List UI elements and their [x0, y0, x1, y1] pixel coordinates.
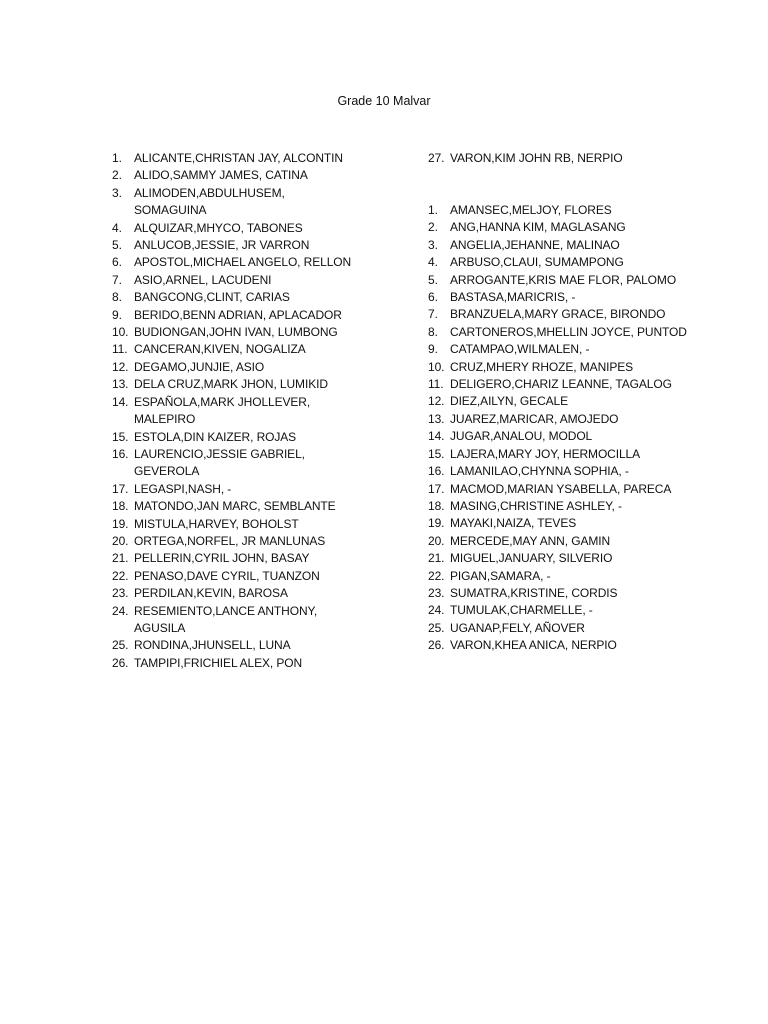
item-number: 14.: [428, 429, 445, 444]
item-number: 19.: [112, 516, 129, 531]
student-name: MAYAKI,NAIZA, TEVES: [450, 516, 577, 531]
student-name: ORTEGA,NORFEL, JR MANLUNAS: [134, 533, 326, 548]
student-name: MACMOD,MARIAN YSABELLA, PARECA: [450, 481, 672, 496]
list-item: [112, 637, 367, 654]
student-name: VARON,KIM JOHN RB, NERPIO: [450, 151, 623, 165]
item-number: 8.: [428, 324, 438, 339]
item-number: 2.: [112, 168, 122, 183]
list-item: [428, 515, 728, 532]
item-number: 9.: [428, 342, 438, 357]
list-item: [428, 289, 728, 306]
item-number: 20.: [428, 533, 445, 548]
list-item: [428, 306, 728, 323]
list-item: [112, 533, 367, 550]
student-name: LAURENCIO,JESSIE GABRIEL, GEVEROLA: [134, 446, 305, 479]
student-name: VARON,KHEA ANICA, NERPIO: [450, 638, 617, 653]
item-number: 25.: [428, 620, 445, 635]
list-item: [112, 307, 367, 324]
item-number: 18.: [428, 498, 445, 513]
item-number: 24.: [112, 603, 129, 618]
list-item: [112, 324, 367, 341]
item-number: 6.: [428, 290, 438, 305]
item-number: 12.: [428, 394, 445, 409]
student-name: CRUZ,MHERY RHOZE, MANIPES: [450, 359, 634, 374]
item-number: 3.: [112, 185, 122, 200]
student-name: MIGUEL,JANUARY, SILVERIO: [450, 551, 613, 566]
list-item: [428, 602, 728, 619]
list-item: [112, 498, 367, 515]
student-name: PELLERIN,CYRIL JOHN, BASAY: [134, 551, 310, 566]
student-name: ANGELIA,JEHANNE, MALINAO: [450, 237, 620, 252]
student-name: ESPAÑOLA,MARK JHOLLEVER,: [134, 394, 311, 409]
student-name: BASTASA,MARICRIS, -: [450, 290, 576, 305]
list-item: [112, 481, 367, 498]
list-item: [428, 446, 728, 463]
item-number: 18.: [112, 499, 129, 514]
item-number: 22.: [428, 568, 445, 583]
item-number: 19.: [428, 516, 445, 531]
page-title: Grade 10 Malvar: [337, 94, 431, 108]
student-name: MERCEDE,MAY ANN, GAMIN: [450, 533, 611, 548]
item-number: 22.: [112, 568, 129, 583]
list-item: [112, 220, 367, 237]
student-name: PENASO,DAVE CYRIL, TUANZON: [134, 568, 320, 583]
student-name: PERDILAN,KEVIN, BAROSA: [134, 586, 288, 601]
list-item: [112, 289, 367, 306]
list-item: [428, 237, 728, 254]
student-name: ARBUSO,CLAUI, SUMAMPONG: [450, 255, 624, 270]
student-name: ANLUCOB,JESSIE, JR VARRON: [134, 238, 310, 253]
student-name: MATONDO,JAN MARC, SEMBLANTE: [134, 499, 336, 514]
item-number: 11.: [112, 342, 128, 357]
student-name: JUAREZ,MARICAR, AMOJEDO: [450, 411, 619, 426]
item-number: 11.: [428, 377, 444, 392]
item-number: 13.: [112, 377, 129, 392]
list-item: [112, 341, 367, 358]
item-number: 16.: [112, 446, 129, 461]
list-item: [428, 272, 728, 289]
item-number: 4.: [112, 220, 122, 235]
list-item: [428, 341, 728, 358]
list-item: [428, 481, 728, 498]
item-number: 15.: [112, 429, 129, 444]
list-item: [112, 272, 367, 289]
student-name: ALIDO,SAMMY JAMES, CATINA: [134, 168, 308, 183]
list-item: [428, 393, 728, 410]
item-number: 9.: [112, 307, 122, 322]
item-number: 8.: [112, 290, 122, 305]
list-item: [112, 585, 367, 602]
list-item: [112, 185, 367, 220]
list-item: [428, 202, 728, 219]
student-name: CARTONEROS,MHELLIN JOYCE, PUNTOD: [450, 324, 687, 339]
list-item: [428, 463, 728, 480]
item-number: 1.: [428, 203, 438, 217]
student-name: LAJERA,MARY JOY, HERMOCILLA: [450, 446, 641, 461]
item-number: 20.: [112, 533, 129, 548]
item-number: 23.: [428, 585, 445, 600]
list-item: [112, 516, 367, 533]
list-item: [112, 150, 367, 167]
item-number: 10.: [428, 359, 445, 374]
student-name: APOSTOL,MICHAEL ANGELO, RELLON: [134, 255, 352, 270]
list-item: [112, 429, 367, 446]
item-number: 15.: [428, 446, 445, 461]
list-item: [428, 411, 728, 428]
student-name: ALQUIZAR,MHYCO, TABONES: [134, 220, 303, 235]
item-number: 5.: [428, 272, 438, 287]
student-name: ALICANTE,CHRISTAN JAY, ALCONTIN: [134, 151, 343, 165]
item-number: 17.: [112, 481, 129, 496]
student-name: MASING,CHRISTINE ASHLEY, -: [450, 498, 622, 513]
list-item: [428, 585, 728, 602]
list-item: [112, 254, 367, 271]
list-item: [112, 167, 367, 184]
student-name: ASIO,ARNEL, LACUDENI: [134, 272, 272, 287]
list-item: [428, 150, 728, 167]
list-item: [428, 359, 728, 376]
list-item: [112, 603, 367, 638]
student-name: RONDINA,JHUNSELL, LUNA: [134, 638, 291, 653]
item-number: 10.: [112, 325, 129, 340]
student-name: CATAMPAO,WILMALEN, -: [450, 342, 590, 357]
list-item: [428, 428, 728, 445]
student-name: SUMATRA,KRISTINE, CORDIS: [450, 585, 618, 600]
list-item: [428, 219, 728, 236]
list-item: [112, 446, 367, 481]
item-number: 21.: [112, 551, 129, 566]
list-item: [428, 254, 728, 271]
list-item: [428, 324, 728, 341]
item-number: 6.: [112, 255, 122, 270]
student-name: TUMULAK,CHARMELLE, -: [450, 603, 593, 618]
list-item: [428, 620, 728, 637]
student-name: DEGAMO,JUNJIE, ASIO: [134, 359, 265, 374]
list-item: [428, 498, 728, 515]
item-number: 26.: [112, 655, 129, 670]
item-number: 4.: [428, 255, 438, 270]
student-name: RESEMIENTO,LANCE ANTHONY,: [134, 603, 318, 618]
list-item: [112, 237, 367, 254]
item-number: 13.: [428, 411, 445, 426]
student-name: UGANAP,FELY, AÑOVER: [450, 620, 585, 635]
list-item: [112, 655, 367, 672]
list-item: [428, 533, 728, 550]
list-item: [112, 394, 367, 429]
student-name: BERIDO,BENN ADRIAN, APLACADOR: [134, 307, 342, 322]
list-item: [112, 359, 367, 376]
student-name: CANCERAN,KIVEN, NOGALIZA: [134, 342, 306, 357]
item-number: 1.: [112, 151, 122, 165]
student-name: BANGCONG,CLINT, CARIAS: [134, 290, 290, 305]
item-number: 23.: [112, 586, 129, 601]
student-name-continued: AGUSILA: [134, 620, 186, 635]
student-name: AMANSEC,MELJOY, FLORES: [450, 203, 612, 217]
item-number: 17.: [428, 481, 445, 496]
boys-list-continued: [428, 150, 728, 167]
list-item: [428, 376, 728, 393]
list-item: [428, 637, 728, 654]
student-name: ESTOLA,DIN KAIZER, ROJAS: [134, 429, 297, 444]
student-name: ANG,HANNA KIM, MAGLASANG: [450, 220, 626, 235]
list-item: [428, 568, 728, 585]
student-name: TAMPIPI,FRICHIEL ALEX, PON: [134, 655, 303, 670]
item-number: 24.: [428, 603, 445, 618]
item-number: 12.: [112, 359, 129, 374]
student-name: BRANZUELA,MARY GRACE, BIRONDO: [450, 307, 666, 322]
item-number: 16.: [428, 464, 445, 479]
list-item: [428, 550, 728, 567]
student-name: DIEZ,AILYN, GECALE: [450, 394, 569, 409]
item-number: 7.: [112, 272, 122, 287]
item-number: 27.: [428, 151, 445, 165]
list-item: [112, 376, 367, 393]
student-name: LEGASPI,NASH, -: [134, 481, 232, 496]
item-number: 26.: [428, 638, 445, 653]
student-name: MISTULA,HARVEY, BOHOLST: [134, 516, 299, 531]
item-number: 7.: [428, 307, 438, 322]
item-number: 2.: [428, 220, 438, 235]
student-name: DELIGERO,CHARIZ LEANNE, TAGALOG: [450, 377, 672, 392]
item-number: 25.: [112, 638, 129, 653]
student-name-continued: MALEPIRO: [134, 412, 196, 427]
item-number: 3.: [428, 237, 438, 252]
student-name: JUGAR,ANALOU, MODOL: [450, 429, 593, 444]
student-name: BUDIONGAN,JOHN IVAN, LUMBONG: [134, 325, 338, 340]
item-number: 21.: [428, 551, 445, 566]
student-name: LAMANILAO,CHYNNA SOPHIA, -: [450, 464, 629, 479]
student-name-continued: SOMAGUINA: [134, 203, 207, 218]
boys-list: [112, 150, 367, 672]
student-name: DELA CRUZ,MARK JHON, LUMIKID: [134, 377, 328, 392]
student-name: ALIMODEN,ABDULHUSEM,: [134, 185, 285, 200]
student-name: PIGAN,SAMARA, -: [450, 568, 551, 583]
girls-list: [428, 202, 728, 655]
student-name: ARROGANTE,KRIS MAE FLOR, PALOMO: [450, 272, 677, 287]
list-item: [112, 568, 367, 585]
item-number: 5.: [112, 238, 122, 253]
list-item: [112, 550, 367, 567]
item-number: 14.: [112, 394, 129, 409]
